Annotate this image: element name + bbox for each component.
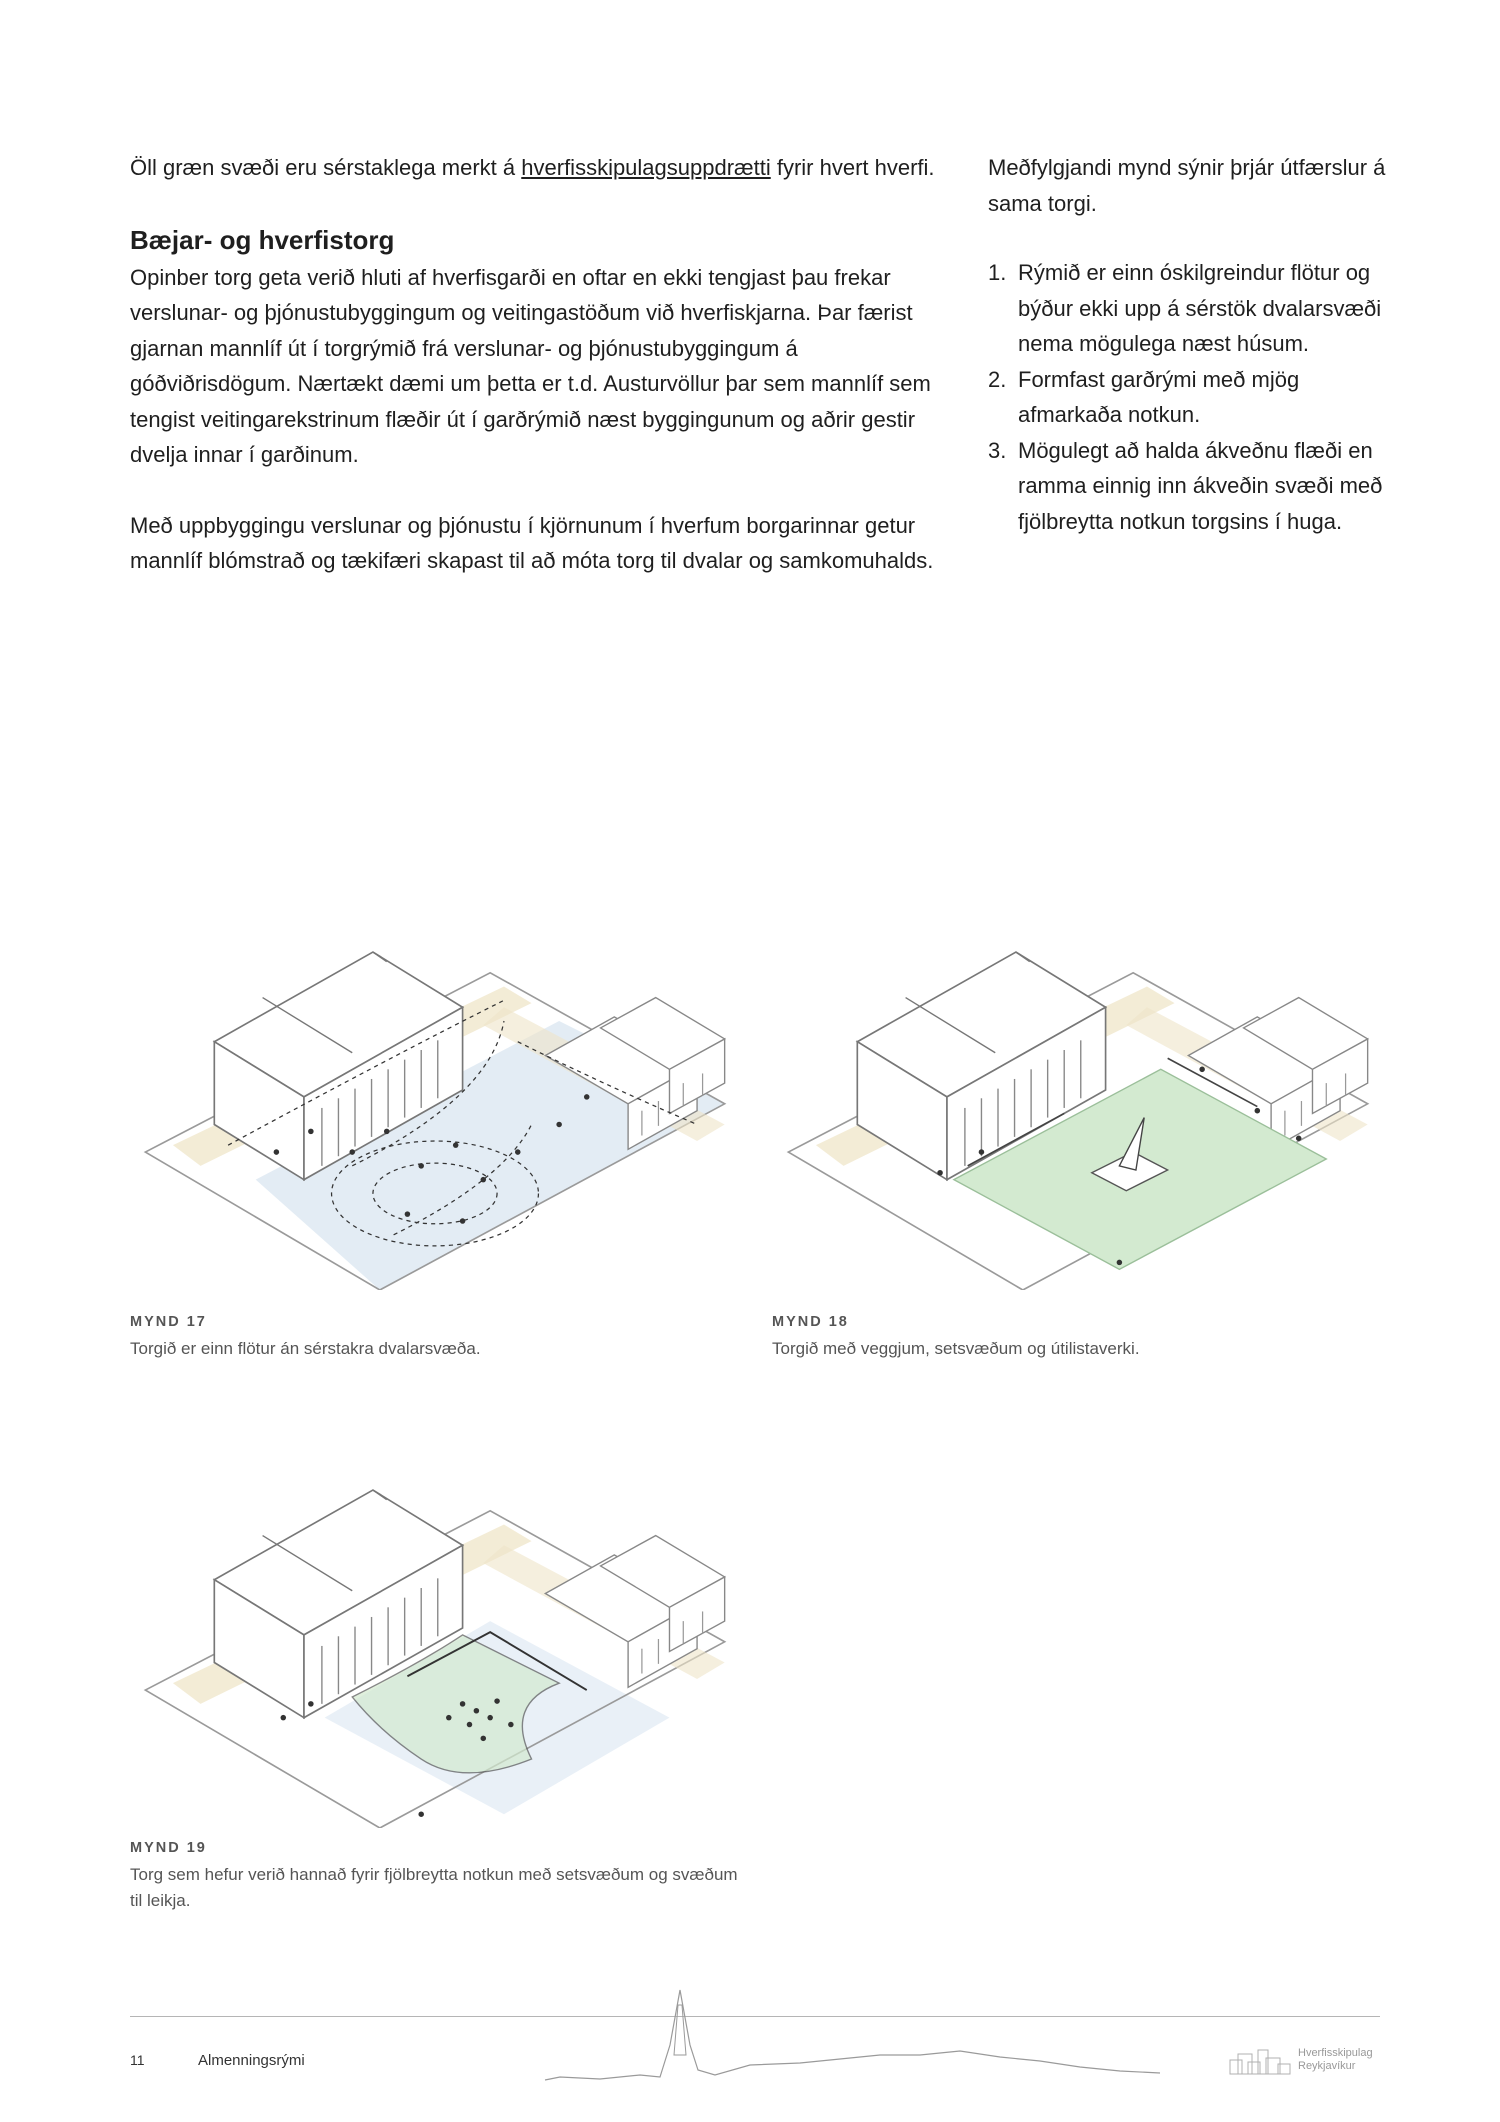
figure-19-title: MYND 19 <box>130 1840 207 1856</box>
list-text: Mögulegt að halda ákveðnu flæði en ramma einnig inn ákveðin svæði með fjölbreytta notkun torgsins í huga. <box>1018 437 1383 534</box>
brand-line-2: Reykjavíkur <box>1298 2060 1356 2072</box>
list-text: Rýmið er einn óskilgreindur flötur og býður ekki upp á sérstök dvalarsvæði nema mögulega næst húsum. <box>1018 260 1382 356</box>
figure-18-caption: Torgið með veggjum, setsvæðum og útilistaverki. <box>772 1339 1140 1358</box>
sidebar-intro: Meðfylgjandi mynd sýnir þrjár útfærslur á sama torgi. <box>988 155 1386 216</box>
section-paragraph-1: Opinber torg geta verið hluti af hverfisgarði en oftar en ekki tengjast þau frekar verslunar- og þjónustubyggingum og veitingastöðum við hverfiskjarna. Þar færist gjarnan mannlíf út í torgrýmið frá verslunar- og þjónustubyggingum á góðviðrisdögum. Nærtækt dæmi um þetta er t.d. Austurvöllur þar sem mannlíf sem tengist veitingarekstrinum flæðir út í garðrýmið næst byggingunum og aðrir gestir dvelja innar í garðinum. <box>130 264 931 467</box>
footer-section-title: Almenningsrými <box>198 2052 305 2069</box>
list-number: 1. <box>988 260 1007 285</box>
brand-line-1: Hverfisskipulag <box>1298 2047 1373 2059</box>
brand-wordmark <box>1298 2047 1373 2073</box>
section-paragraph-2: Með uppbyggingu verslunar og þjónustu í kjörnunum í hverfum borgarinnar getur mannlíf blómstrað og tækifæri skapast til að móta torg til dvalar og samkomuhalds. <box>130 512 934 573</box>
figure-17-caption: Torgið er einn flötur án sérstakra dvalarsvæða. <box>130 1339 481 1358</box>
intro-text-end: fyrir hvert hverfi. <box>770 155 935 180</box>
figure-18-illustration <box>768 890 1388 1290</box>
main-column <box>130 150 950 579</box>
page-number: 11 <box>130 2052 145 2068</box>
list-item <box>988 255 1388 362</box>
list-item <box>988 362 1388 433</box>
sidebar-column <box>988 150 1388 539</box>
list-text: Formfast garðrými með mjög afmarkaða notkun. <box>1018 366 1300 427</box>
figure-17-title: MYND 17 <box>130 1314 207 1330</box>
skyline-illustration <box>540 1985 1180 2085</box>
list-number: 3. <box>988 437 1007 463</box>
figure-19-caption: Torg sem hefur verið hannað fyrir fjölbreytta notkun með setsvæðum og svæðum til leikja. <box>130 1865 738 1910</box>
intro-text: Öll græn svæði eru sérstaklega merkt á <box>130 155 522 180</box>
section-heading: Bæjar- og hverfistorg <box>130 224 395 255</box>
list-number: 2. <box>988 366 1007 392</box>
intro-paragraph <box>130 150 950 186</box>
figure-17-illustration <box>125 890 745 1290</box>
list-item <box>988 433 1388 540</box>
variant-list <box>988 255 1388 539</box>
figure-19-illustration <box>125 1428 745 1828</box>
zoning-map-link[interactable]: hverfisskipulagsuppdrætti <box>521 155 771 180</box>
figure-18-title: MYND 18 <box>772 1314 849 1330</box>
